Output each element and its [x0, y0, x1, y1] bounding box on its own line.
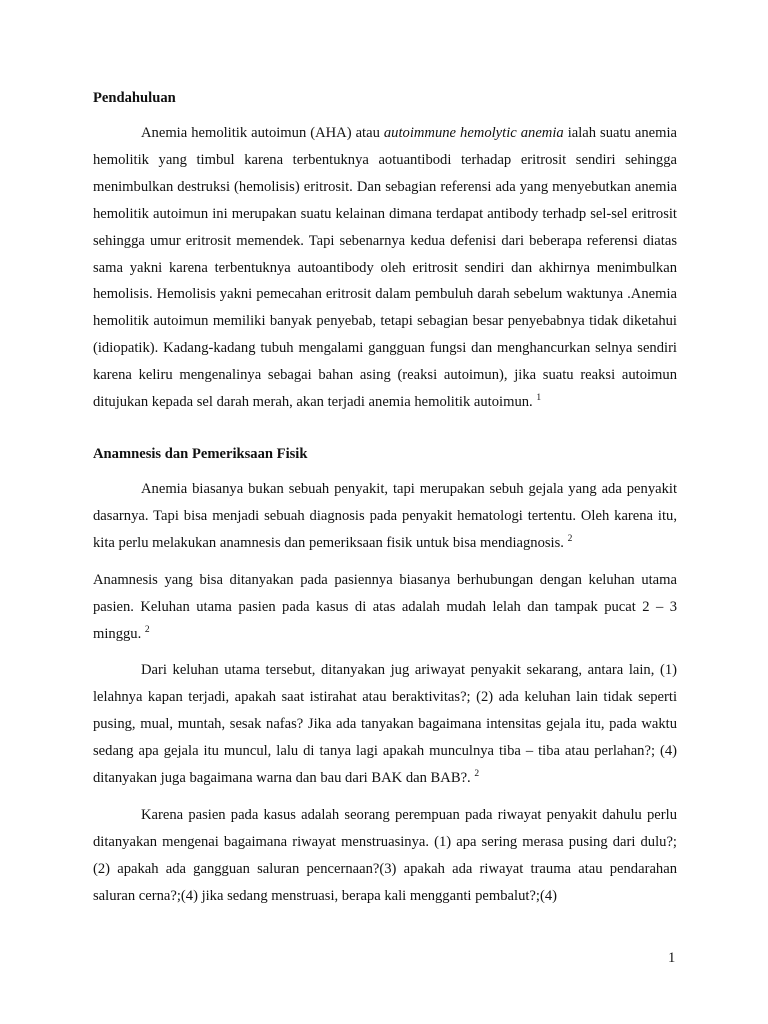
- citation-ref: 1: [536, 393, 542, 404]
- citation-ref: 2: [474, 769, 480, 780]
- paragraph-riwayat-text: Karena pasien pada kasus adalah seorang perempuan pada riwayat penyakit dahulu perlu ditanyakan mengenai bagaimana riwayat menstruasinya. (1) apa sering merasa pusing dari dulu?;(2) apakah ada gangguan saluran pencernaan?(3) apakah ada riwayat trauma atau pendarahan saluran cerna?;(4) jika sedang menstruasi, berapa kali mengganti pembalut?;(4): [93, 806, 677, 904]
- citation-ref: 2: [144, 624, 150, 635]
- citation-ref: 2: [567, 533, 573, 544]
- paragraph-intro-text-a: Anemia hemolitik autoimun (AHA) atau: [141, 125, 384, 141]
- paragraph-intro-italic-term: autoimmune hemolytic anemia: [383, 125, 564, 141]
- paragraph-intro-text-b: ialah suatu anemia hemolitik yang timbul karena terbentuknya aotuantibodi terhadap eritrosit sendiri sehingga menimbulkan destruksi (hemolisis) eritrosit. Dan sebagian referensi ada yang menyebutkan anemia hemolitik autoimun ini merupakan suatu kelainan dimana terdapat antibody terhadp sel-sel eritrosit sehingga umur eritrosit memendek. Tapi sebenarnya kedua defenisi dari beberapa referensi diatas sama yakni karena terbentuknya autoantibody oleh eritrosit sendiri dan akhirnya menimbulkan hemolisis. Hemolisis yakni pemecahan eritrosit dalam pembuluh darah sebelum waktunya .Anemia hemolitik autoimun memiliki banyak penyebab, tetapi sebagian besar penyebabnya tidak diketahui (idiopatik). Kadang-kadang tubuh mengalami gangguan fungsi dan menghancurkan selnya sendiri karena keliru mengenalinya sebagai bahan asing (reaksi autoimun), jika suatu reaksi autoimun ditujukan kepada sel darah merah, akan terjadi anemia hemolitik autoimun.: [93, 125, 677, 411]
- heading-pendahuluan: Pendahuluan: [93, 90, 176, 106]
- paragraph-riwayat: [93, 802, 677, 910]
- paragraph-keluhan-text: Dari keluhan utama tersebut, ditanyakan jug ariwayat penyakit sekarang, antara lain, (1) lelahnya kapan terjadi, apakah saat istirahat atau beraktivitas?; (2) ada keluhan lain tidak seperti pusing, mual, muntah, sesak nafas? Jika ada tanyakan bagaimana intensitas gejala itu, pada waktu sedang apa gejala itu muncul, lalu di tanya lagi apakah munculnya tiba – tiba atau perlahan?; (4) ditanyakan juga bagaimana warna dan bau dari BAK dan BAB?.: [93, 662, 677, 787]
- heading-anamnesis: Anamnesis dan Pemeriksaan Fisik: [93, 445, 308, 462]
- paragraph-intro: [93, 120, 677, 416]
- paragraph-anamnesis-text: Anamnesis yang bisa ditanyakan pada pasiennya biasanya berhubungan dengan keluhan utama pasien. Keluhan utama pasien pada kasus di atas adalah mudah lelah dan tampak pucat 2 – 3 minggu.: [93, 571, 677, 642]
- paragraph-keluhan: [93, 657, 677, 792]
- page-number: 1: [668, 950, 676, 966]
- document-body: [93, 86, 677, 910]
- paragraph-anamnesis: [93, 567, 677, 648]
- paragraph-anemia-text: Anemia biasanya bukan sebuah penyakit, tapi merupakan sebuh gejala yang ada penyakit dasarnya. Tapi bisa menjadi sebuah diagnosis pada penyakit hematologi tertentu. Oleh karena itu, kita perlu melakukan anamnesis dan pemeriksaan fisik untuk bisa mendiagnosis.: [93, 480, 677, 551]
- paragraph-anemia: [93, 476, 677, 557]
